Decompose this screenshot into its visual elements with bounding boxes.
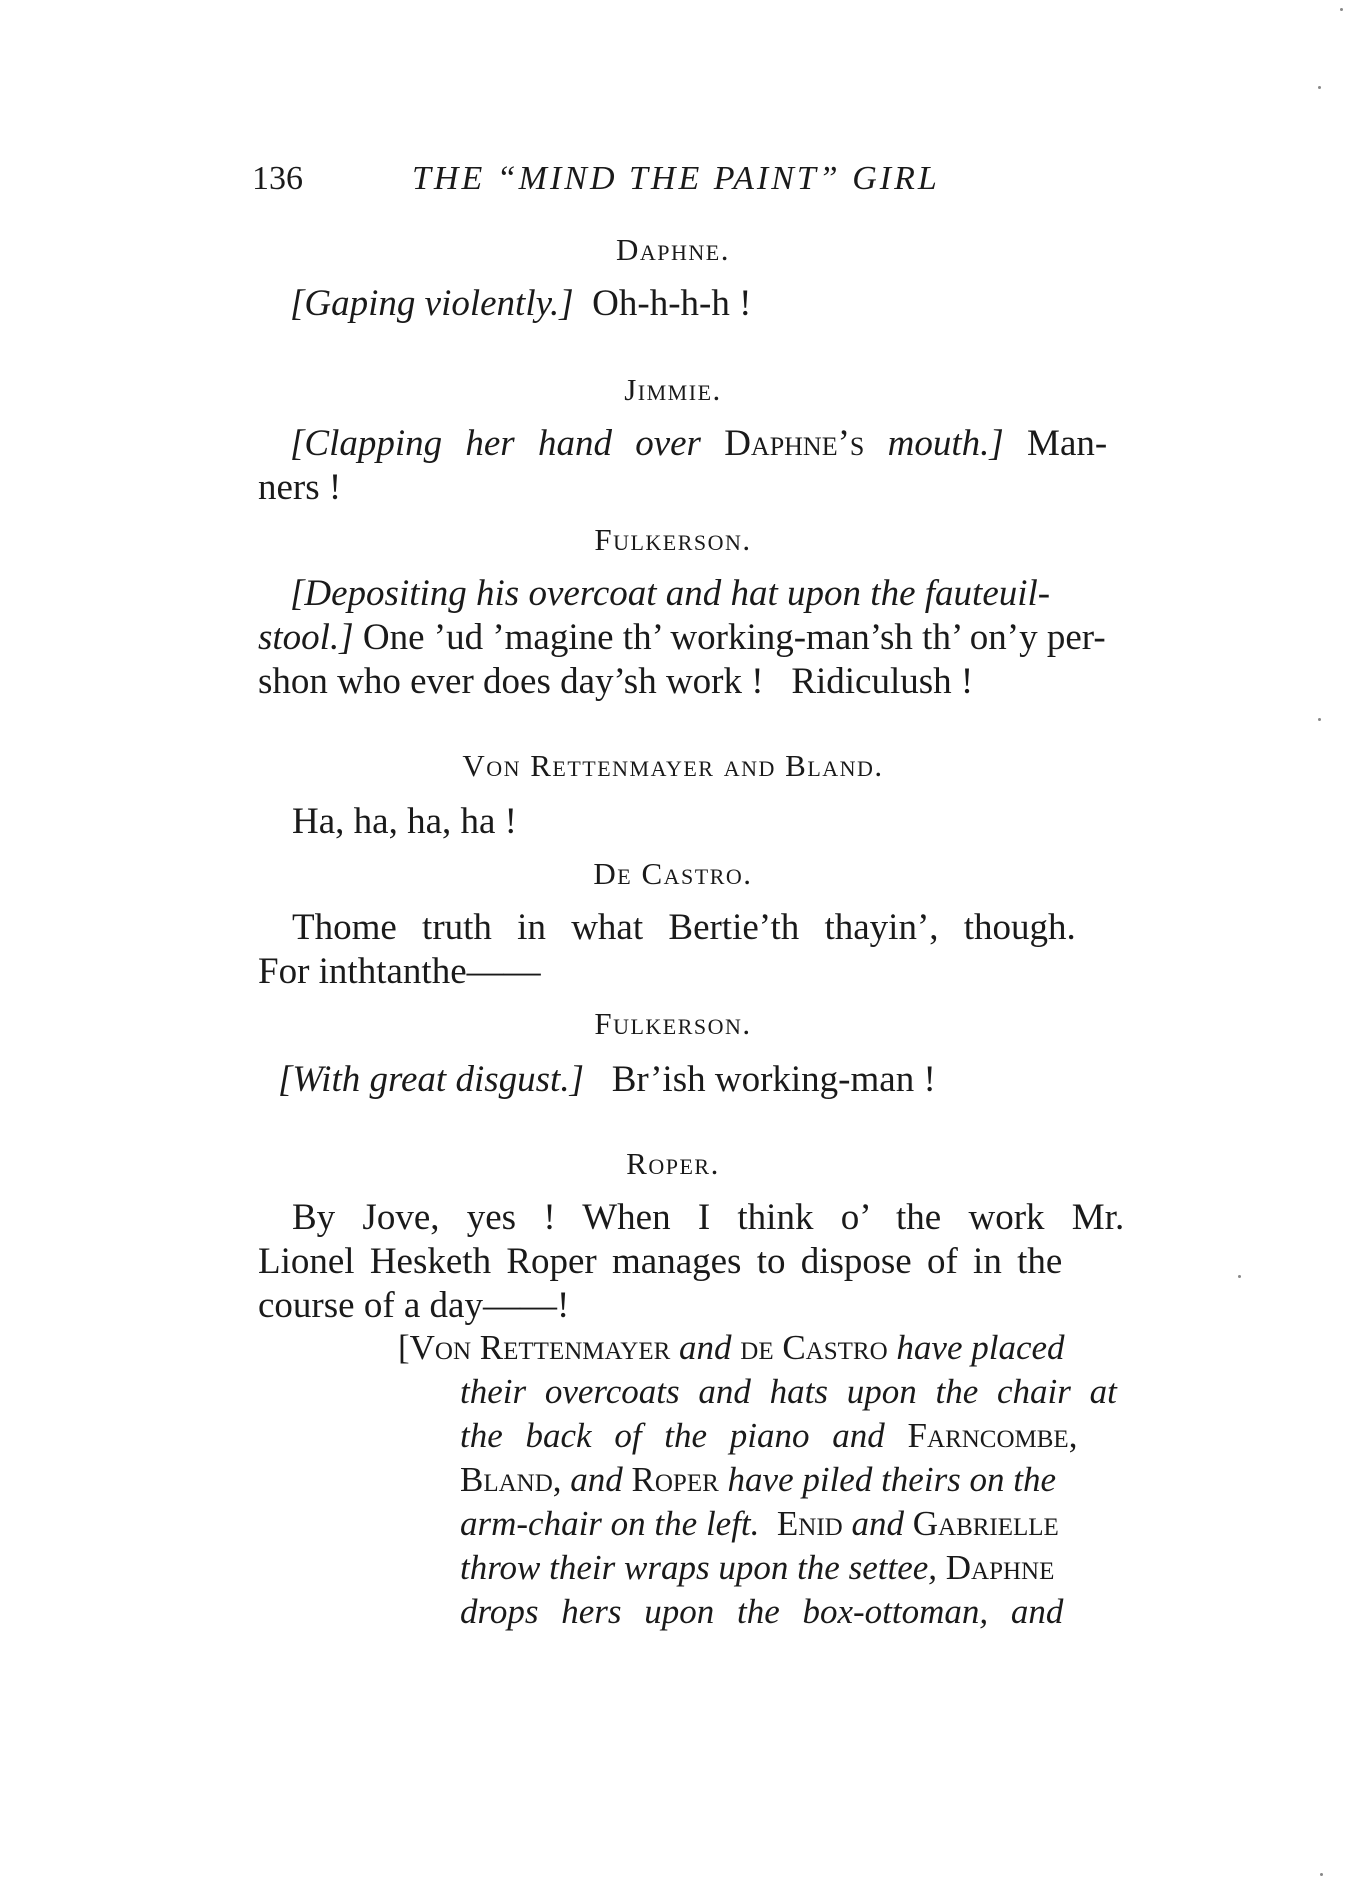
dialogue: Oh-h-h-h ! [592, 283, 752, 324]
speaker-roper: Roper. [626, 1146, 720, 1181]
speaker-jimmie: Jimmie. [624, 372, 722, 407]
character-name: Daphne’s [724, 423, 865, 464]
speech-von-rettenmayer-and-bland: Ha, ha, ha, ha ! [292, 801, 517, 842]
page-number: 136 [252, 160, 303, 197]
dialogue: Br’ish working-man ! [611, 1059, 936, 1100]
character-name: Enid [776, 1504, 843, 1543]
stage-direction-line4 [460, 1458, 1168, 1501]
speech-jimmie-cont: ners ! [258, 467, 342, 508]
dialogue: One ’ud ’magine th’ working-man’sh th’ on’y per- [362, 617, 1106, 658]
character-name: Gabrielle [912, 1504, 1059, 1543]
character-name: Bland, [460, 1460, 562, 1499]
speaker-fulkerson: Fulkerson. [594, 522, 752, 557]
character-name: Roper [631, 1460, 719, 1499]
running-title: THE “MIND THE PAINT” GIRL [412, 160, 940, 197]
speaker-de-castro: De Castro. [593, 856, 753, 891]
stage-text: and [570, 1460, 623, 1499]
character-name: Daphne [945, 1548, 1055, 1587]
scan-speck [1318, 86, 1321, 89]
stage-text: arm-chair on the left. [460, 1504, 760, 1543]
character-name: Farncombe, [907, 1416, 1078, 1455]
dialogue: Man- [1027, 423, 1108, 464]
speech-daphne [290, 282, 1198, 326]
stage-direction-line1 [398, 1326, 1168, 1369]
stage-text: and [851, 1504, 904, 1543]
stage-direction: [Depositing his overcoat and hat upon the fauteuil- [290, 573, 1051, 614]
speech-roper-line3: course of a day——! [258, 1285, 570, 1326]
stage-text: the back of the piano and [460, 1416, 885, 1455]
speech-jimmie [290, 422, 1166, 466]
speech-roper-line2: Lionel Hesketh Roper manages to dispose of in the [258, 1241, 1063, 1282]
speech-de-castro-line2: For inthtanthe—— [258, 951, 541, 992]
speaker-daphne: Daphne. [616, 232, 730, 267]
scan-speck [1320, 1873, 1323, 1876]
scan-speck [1318, 718, 1321, 721]
stage-direction-line6 [460, 1546, 1168, 1589]
speech-fulkerson-line2 [258, 616, 1166, 660]
stage-text: and [679, 1328, 732, 1367]
speech-fulkerson-2 [278, 1058, 1186, 1102]
stage-text: have piled theirs on the [727, 1460, 1057, 1499]
stage-direction-line3 [460, 1414, 1168, 1457]
character-name: de Castro [740, 1328, 888, 1367]
stage-text: have placed [896, 1328, 1065, 1367]
stage-direction: [With great disgust.] [278, 1059, 584, 1100]
stage-direction: stool.] [258, 617, 354, 658]
stage-direction-line2: their overcoats and hats upon the chair at [460, 1372, 1117, 1411]
speech-roper-line1: By Jove, yes ! When I think o’ the work Mr. [292, 1197, 1125, 1238]
stage-direction-line5 [460, 1502, 1168, 1545]
scan-speck [1340, 8, 1343, 11]
stage-direction-line7: drops hers upon the box-ottoman, and [460, 1592, 1064, 1631]
stage-direction: [Clapping her hand over [290, 423, 701, 464]
stage-direction: [Gaping violently.] [290, 283, 574, 324]
stage-direction: mouth.] [887, 423, 1004, 464]
speaker-fulkerson-2: Fulkerson. [594, 1006, 752, 1041]
speech-fulkerson-line3: shon who ever does day’sh work ! Ridiculush ! [258, 661, 974, 702]
stage-text: throw their wraps upon the settee, [460, 1548, 938, 1587]
speech-fulkerson-line1 [290, 572, 1166, 616]
speech-de-castro-line1: Thome truth in what Bertie’th thayin’, though. [292, 907, 1076, 948]
speaker-von-rettenmayer-and-bland: Von Rettenmayer and Bland. [462, 748, 884, 783]
scan-speck [1238, 1275, 1241, 1278]
character-name: [Von Rettenmayer [398, 1328, 671, 1367]
